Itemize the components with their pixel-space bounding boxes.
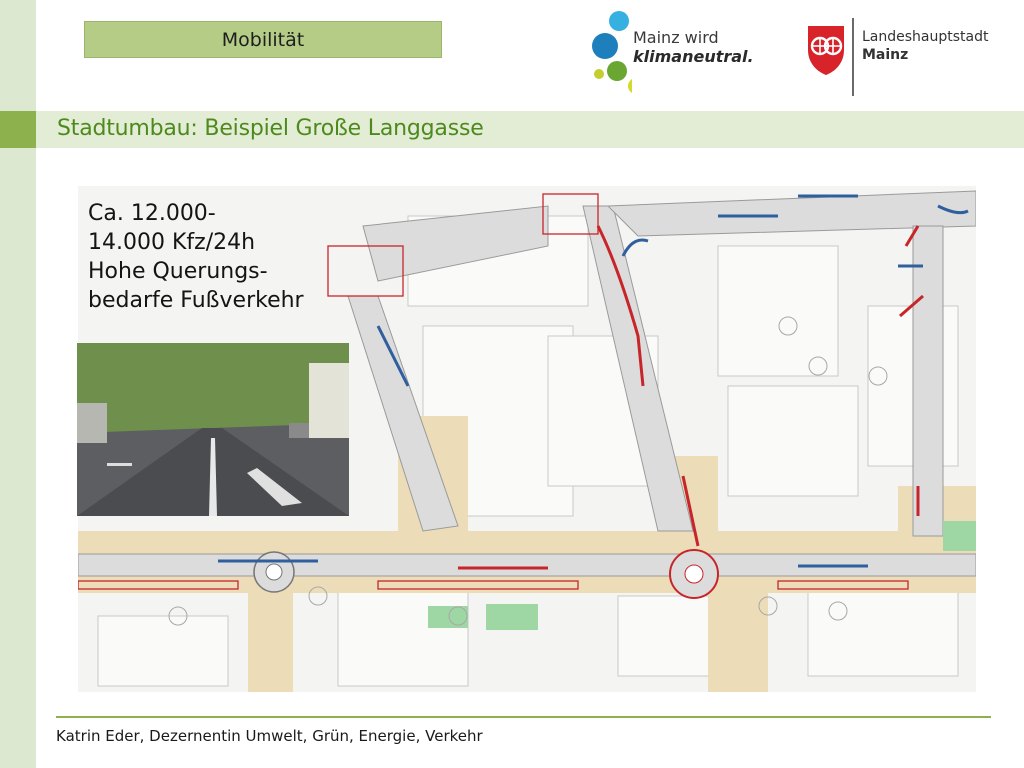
klimaneutral-line2: klimaneutral. bbox=[633, 47, 754, 66]
city-logo bbox=[804, 18, 1014, 96]
city-name-line1: Landeshauptstadt bbox=[862, 29, 989, 45]
klimaneutral-logo bbox=[590, 8, 770, 96]
caption-line-4: bedarfe Fußverkehr bbox=[88, 288, 304, 313]
footer-divider bbox=[56, 716, 991, 718]
caption-line-3: Hohe Querungs- bbox=[88, 259, 268, 284]
footer-text: Katrin Eder, Dezernentin Umwelt, Grün, Energie, Verkehr bbox=[56, 727, 483, 745]
left-bar-accent bbox=[0, 111, 36, 148]
category-tag-label: Mobilität bbox=[221, 28, 305, 51]
street-photo bbox=[77, 343, 349, 516]
category-tag bbox=[84, 21, 442, 58]
city-name-line2: Mainz bbox=[862, 47, 909, 63]
colored-dots-icon bbox=[590, 8, 632, 96]
logo-separator bbox=[852, 18, 854, 96]
slide-title: Stadtumbau: Beispiel Große Langgasse bbox=[57, 116, 484, 141]
klimaneutral-line1: Mainz wird bbox=[633, 28, 719, 47]
caption-line-1: Ca. 12.000- bbox=[88, 201, 216, 226]
city-crest-icon bbox=[806, 24, 846, 76]
traffic-caption bbox=[88, 199, 304, 315]
caption-line-2: 14.000 Kfz/24h bbox=[88, 230, 256, 255]
